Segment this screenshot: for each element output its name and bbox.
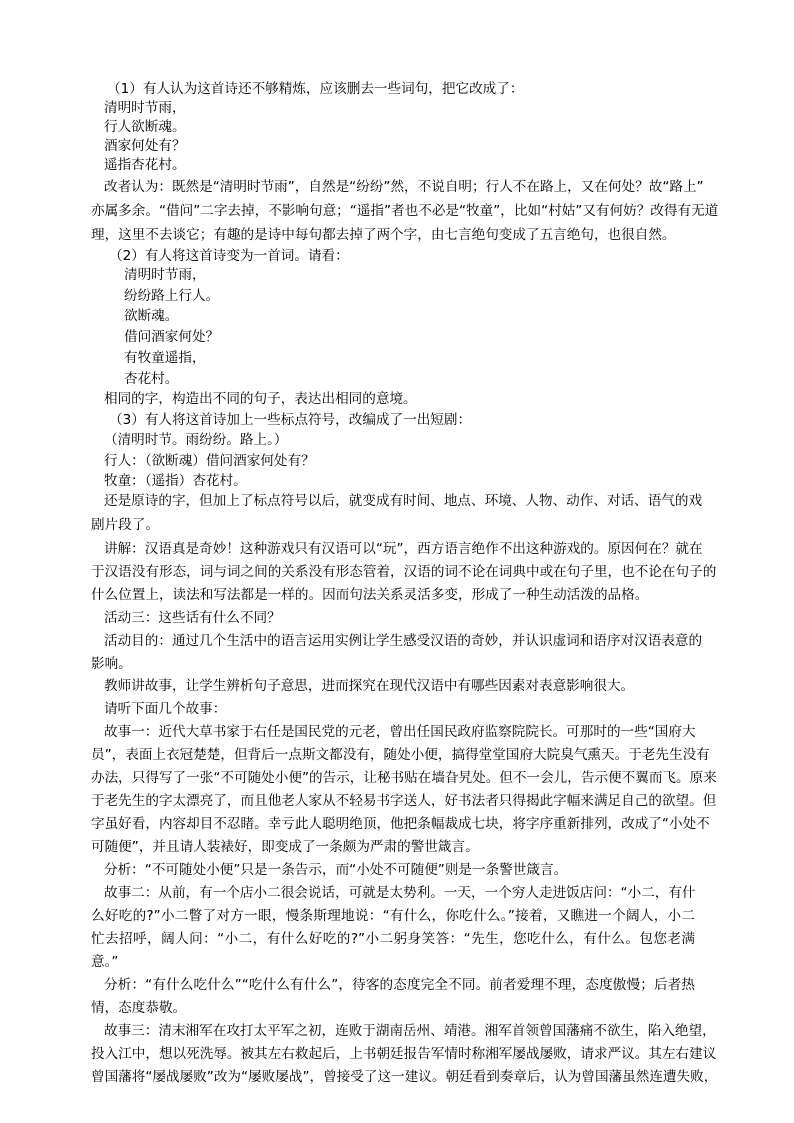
text-line: 剧片段了。 [91, 517, 159, 533]
ci-line: 有牧童遥指， [124, 350, 206, 366]
text-line: 忙去招呼，阔人问：“小二，有什么好吃的?”小二躬身笑答：“先生，您吃什么，有什么。包您老满 [91, 931, 695, 947]
ci-line: 清明时节雨， [124, 267, 206, 283]
poem-line: 清明时节雨， [104, 100, 186, 116]
text-line: 投入江中，想以死洗辱。被其左右救起后，上书朝廷报告军情时称湘军屡战屡败，请求严议。其左右建议 [91, 1046, 717, 1062]
text-line: 可随便”，并且请人装裱好，即变成了一条颇为严肃的警世箴言。 [91, 839, 479, 855]
ci-line: 杏花村。 [124, 371, 179, 387]
text-line: 教师讲故事，让学生辨析句子意思，进而探究在现代汉语中有哪些因素对表意影响很大。 [104, 678, 635, 694]
text-line: 故事一：近代大草书家于右任是国民党的元老，曾出任国民政府监察院院长。可那时的一些“国府大 [104, 724, 696, 740]
ci-line: 借问酒家何处？ [124, 329, 220, 345]
ci-line: 纷纷路上行人。 [124, 288, 220, 304]
text-line: 影响。 [91, 656, 132, 672]
text-line: 于老先生的字太漂亮了，而且他老人家从不轻易书字送人，好书法者只得揭此字幅来满足自己的欲望。但 [91, 793, 717, 809]
text-line: 意。” [91, 954, 119, 970]
text-line: 还是原诗的字，但加上了标点符号以后，就变成有时间、地点、环境、人物、动作、对话、语气的戏 [104, 493, 703, 509]
text-line: 曾国藩将“屡战屡败”改为“屡败屡战”，曾接受了这一建议。朝廷看到奏章后，认为曾国藩虽然连遭失败， [91, 1069, 718, 1085]
text-line: 亦属多余。“借问”二字去掉，不影响句意；“遥指”者也不必是“牧童”，比如“村姑”又有何妨？改得有无道 [91, 203, 719, 219]
text-line: 故事三：清末湘军在攻打太平军之初，连败于湖南岳州、靖港。湘军首领曾国藩痛不欲生，陷入绝望， [104, 1023, 716, 1039]
section-heading: 活动三：这些话有什么不同？ [104, 610, 281, 626]
poem-line: 酒家何处有？ [104, 138, 186, 154]
text-line: 请听下面几个故事： [104, 701, 227, 717]
text-line: 理，这里不去谈它；有趣的是诗中每句都去掉了两个字，由七言绝句变成了五言绝句，也很自然。 [91, 227, 676, 243]
text-line: 员”，表面上衣冠楚楚，但背后一点斯文都没有，随处小便，搞得堂堂国府大院臭气熏天。于老先生没有 [91, 747, 710, 763]
text-line: （1）有人认为这首诗还不够精炼，应该删去一些词句，把它改成了： [107, 81, 524, 97]
text-line: 相同的字，构造出不同的句子，表达出相同的意境。 [104, 391, 417, 407]
text-line: 分析：“不可随处小便”只是一条告示，而“小处不可随便”则是一条警世箴言。 [104, 862, 568, 878]
text-line: 情，态度恭敬。 [91, 1000, 187, 1016]
text-line: （2）有人将这首诗变为一首词。请看： [109, 248, 349, 264]
poem-line: 行人欲断魂。 [104, 119, 186, 135]
text-line: 讲解：汉语真是奇妙！这种游戏只有汉语可以“玩”，西方语言绝作不出这种游戏的。原因何在？就在 [104, 541, 703, 557]
text-line: 于汉语没有形态，词与词之间的关系没有形态管着，汉语的词不论在词典中或在句子里，也不论在句子的 [91, 564, 717, 580]
text-line: （3）有人将这首诗加上一些标点符号，改编成了一出短剧： [109, 412, 472, 428]
poem-line: 遥指杏花村。 [104, 157, 186, 173]
drama-line: （清明时节。雨纷纷。路上。） [104, 432, 288, 448]
text-line: 分析：“有什么吃什么”“吃什么有什么”，待客的态度完全不同。前者爱理不理，态度傲慢；后者热 [104, 977, 695, 993]
text-line: 什么位置上，读法和写法都是一样的。因而句法关系灵活多变，形成了一种生动活泼的品格。 [91, 587, 649, 603]
text-line: 故事二：从前，有一个店小二很会说话，可就是太势利。一天，一个穷人走进饭店问：“小二，有什 [104, 885, 696, 901]
drama-line: 牧童：（遥指）杏花村。 [104, 473, 247, 489]
drama-line: 行人：（欲断魂）借问酒家何处有？ [104, 453, 315, 469]
text-line: 改者认为：既然是“清明时节雨”，自然是“纷纷”然，不说自明；行人不在路上，又在何处？故“路上” [104, 179, 704, 195]
text-line: 字虽好看，内容却目不忍睹。幸亏此人聪明绝顶，他把条幅裁成七块，将字序重新排列，改成了“小处不 [91, 816, 710, 832]
text-line: 办法，只得写了一张“不可随处小便”的告示，让秘书贴在墙旮旯处。但不一会儿，告示便不翼而飞。原来 [91, 770, 717, 786]
text-line: 么好吃的?”小二瞥了对方一眼，慢条斯理地说：“有什么，你吃什么。”接着，又瞧进一个阔人，小二 [91, 908, 695, 924]
text-line: 活动目的：通过几个生活中的语言运用实例让学生感受汉语的奇妙，并认识虚词和语序对汉语表意的 [104, 633, 703, 649]
ci-line: 欲断魂。 [124, 308, 179, 324]
